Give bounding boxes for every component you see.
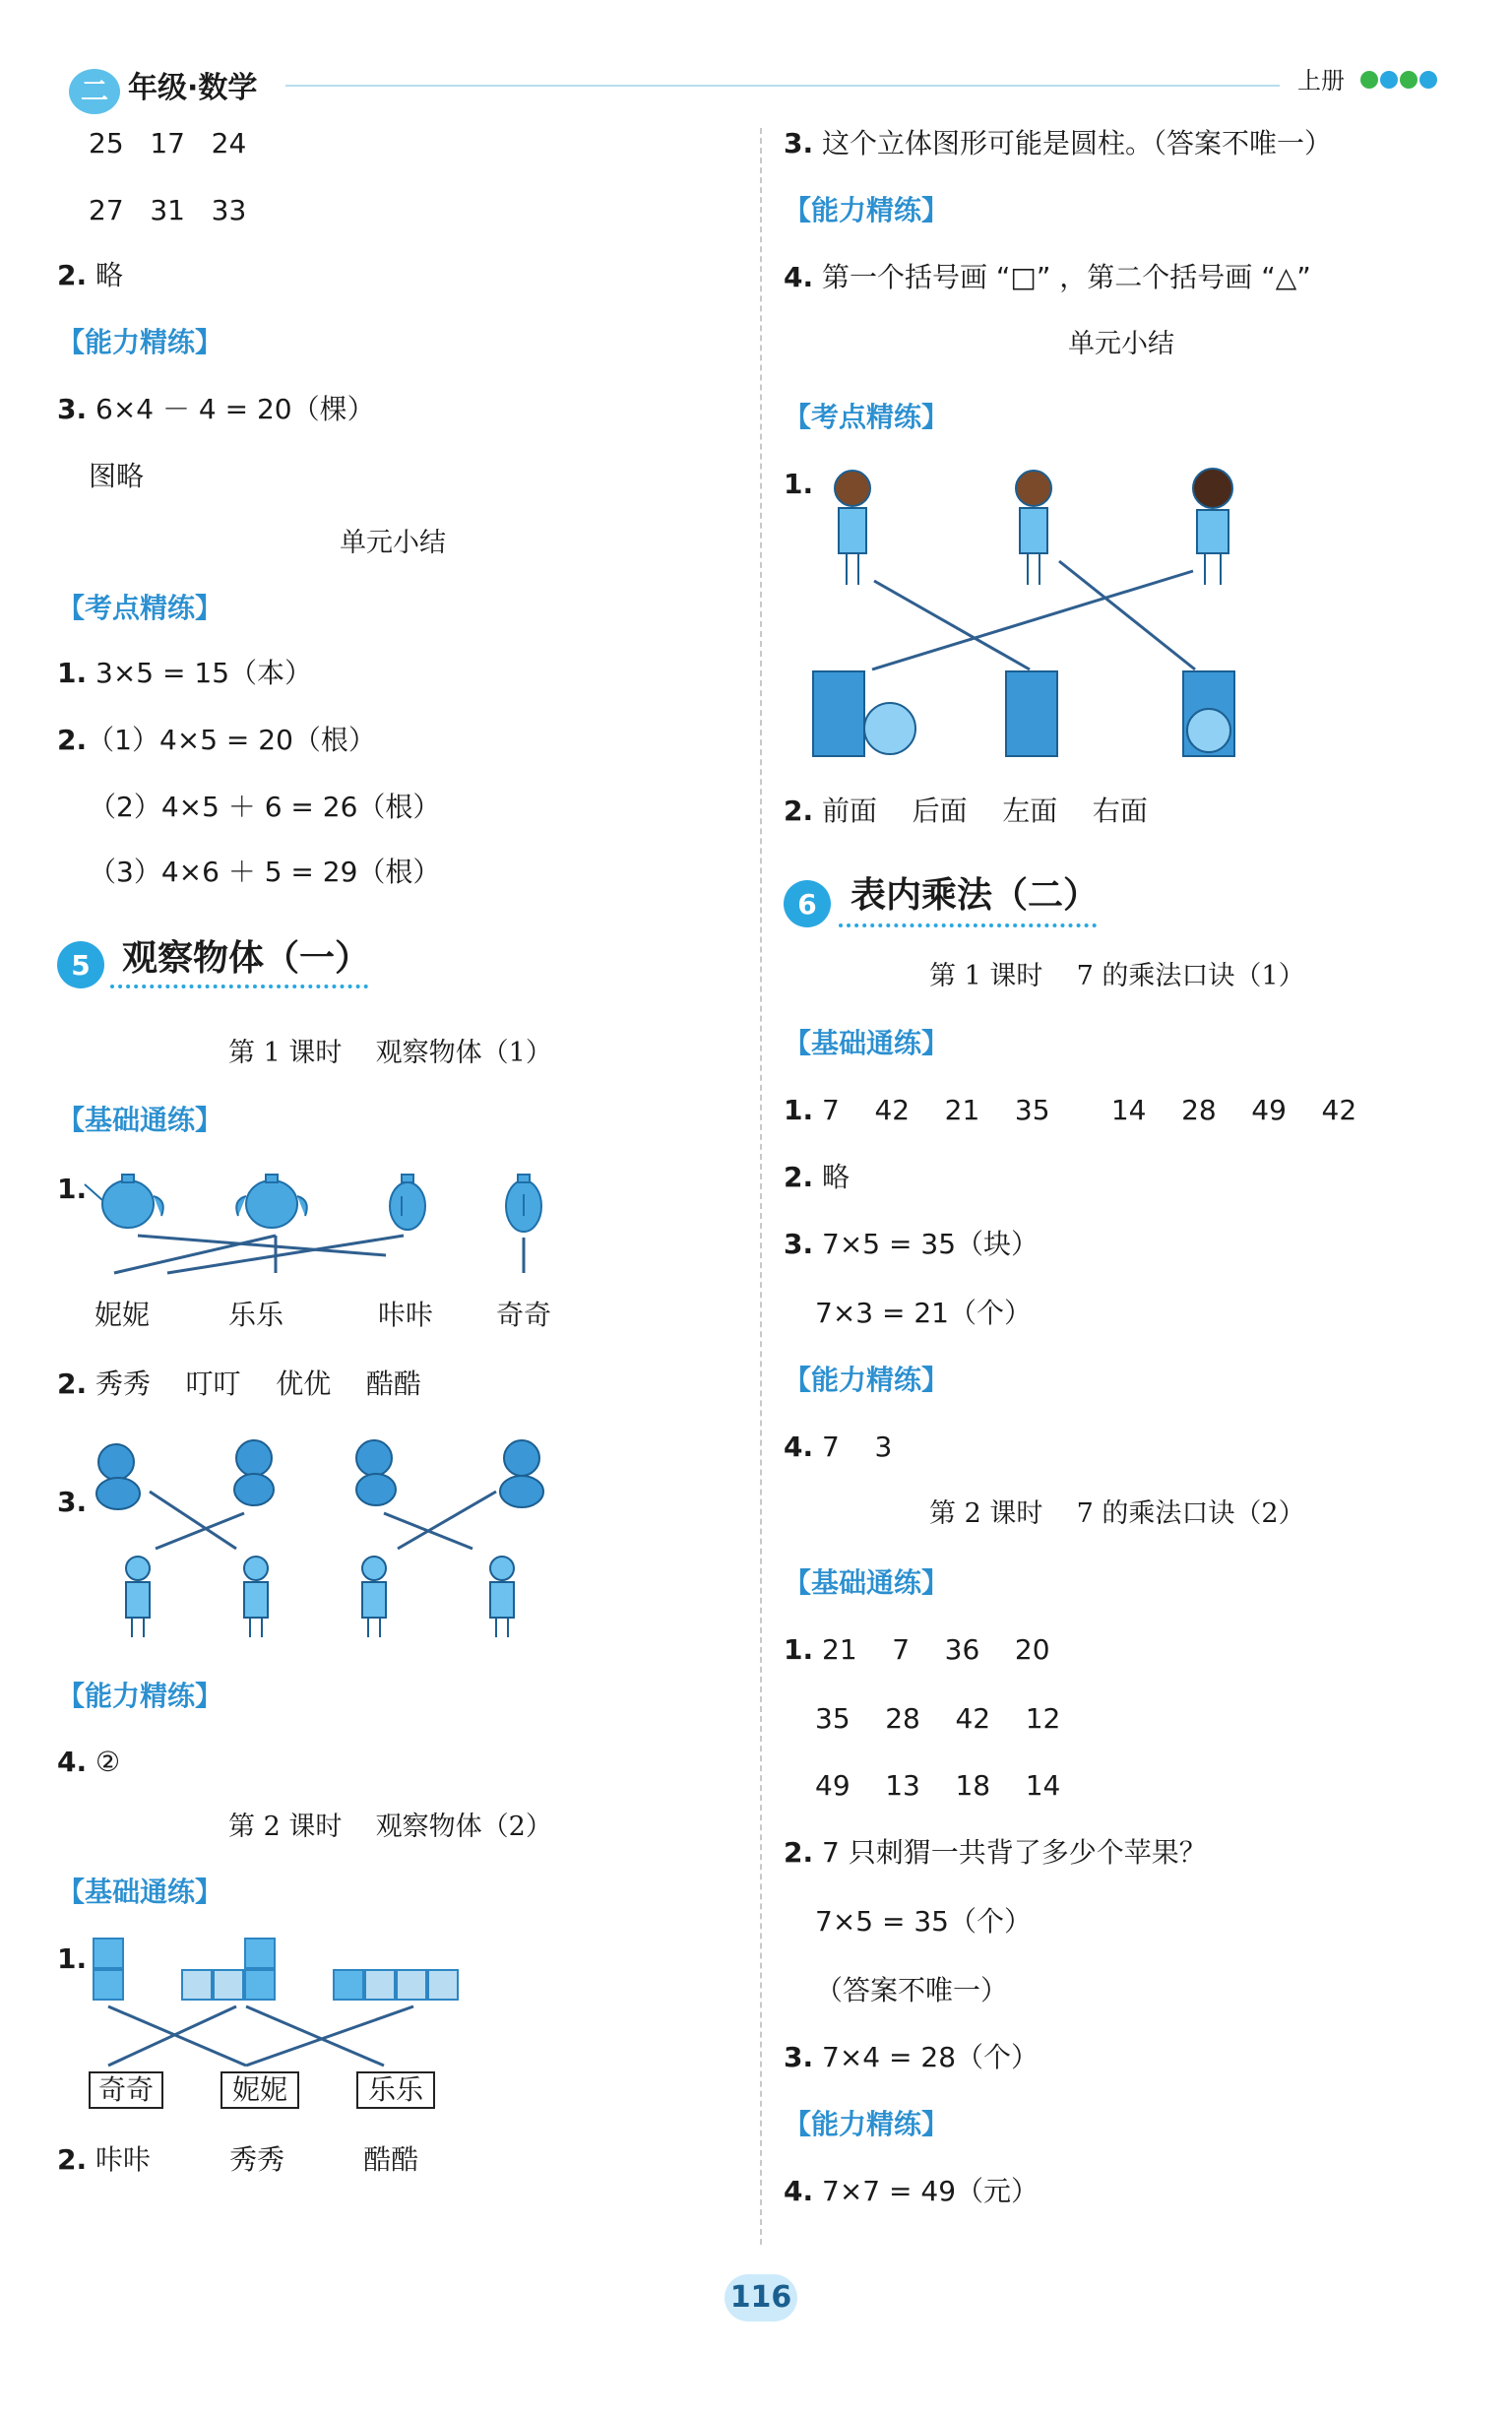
child-icon	[490, 1557, 514, 1637]
answer-item-2: 2. 7 只刺猬一共背了多少个苹果？	[784, 1836, 1207, 1869]
monkey-icon	[96, 1444, 140, 1509]
unit-badge-6: 6	[784, 880, 831, 927]
answer-line: 49 13 18 14	[815, 1769, 1061, 1802]
answer-item-4: 4. ②	[57, 1746, 121, 1778]
answer-item-3: 3. 6×4 － 4 = 20（棵）	[57, 393, 375, 425]
grade-badge	[69, 69, 120, 114]
section-heading: 【能力精练】	[57, 1680, 223, 1712]
child-icon	[244, 1557, 268, 1637]
cube	[181, 1969, 213, 2001]
cube	[396, 1969, 427, 2001]
section-heading: 【能力精练】	[784, 1364, 950, 1396]
answer-line: （答案不唯一）	[815, 1974, 1009, 2006]
section-heading: 【能力精练】	[784, 194, 950, 226]
answer-item-2: 2. 咔咔 秀秀 酷酷	[57, 2143, 419, 2176]
cube	[93, 1969, 124, 2001]
volume-label: 上册	[1297, 67, 1345, 95]
matching-lines	[872, 561, 1195, 669]
subsection-title: 单元小结	[340, 528, 446, 558]
answer-item-2: 2. 略	[784, 1161, 850, 1193]
answer-item-3: 3. 7×4 = 28（个）	[784, 2041, 1040, 2073]
cube	[364, 1969, 396, 2001]
answer-item-3: 3. 7×5 = 35（块）	[784, 1228, 1040, 1260]
question-number: 1.	[57, 1173, 88, 1205]
monkey-icon	[234, 1440, 274, 1505]
unit-title: 观察物体（一）	[122, 938, 371, 979]
teapot-icon	[85, 1175, 163, 1228]
question-number: 1.	[57, 1942, 88, 1975]
cube	[427, 1969, 459, 2001]
answer-line: （3）4×6 ＋ 5 = 29（根）	[89, 856, 441, 888]
matching-lines	[150, 1492, 496, 1549]
answer-line: 7×5 = 35（个）	[815, 1905, 1032, 1938]
answer-item-4: 4. 7×7 = 49（元）	[784, 2175, 1040, 2207]
name-label: 奇奇	[496, 1299, 552, 1331]
grade-char: 二	[80, 75, 108, 107]
view-shape	[813, 671, 915, 756]
section-heading: 【基础通练】	[784, 1566, 950, 1599]
monkey-icon	[356, 1440, 396, 1505]
unit-title: 表内乘法（二）	[850, 875, 1100, 916]
header-title: 年级·数学	[128, 71, 258, 105]
answer-item-1: 1. 3×5 = 15（本）	[57, 657, 313, 689]
view-shape	[1006, 671, 1057, 756]
cube	[244, 1938, 276, 1969]
section-heading: 【能力精练】	[57, 326, 223, 358]
matching-lines	[114, 1236, 524, 1273]
lesson-title: 第 1 课时 7 的乘法口诀（1）	[929, 961, 1305, 991]
answer-item-2: 2.（1）4×5 = 20（根）	[57, 724, 376, 756]
header-rule	[285, 85, 1280, 87]
view-shape	[1183, 671, 1234, 756]
answer-line: 图略	[89, 460, 145, 492]
answer-line: 7×3 = 21（个）	[815, 1297, 1032, 1329]
lesson-title: 第 2 课时 观察物体（2）	[228, 1812, 552, 1842]
name-label: 妮妮	[94, 1299, 151, 1331]
section-heading: 【基础通练】	[57, 1104, 223, 1136]
lesson-title: 第 1 课时 观察物体（1）	[228, 1038, 552, 1068]
answer-item-4: 4. 第一个括号画 “□” ，第二个括号画 “△”	[784, 261, 1311, 293]
section-heading: 【基础通练】	[784, 1027, 950, 1059]
answer-item-2: 2. 秀秀 叮叮 优优 酷酷	[57, 1368, 421, 1400]
subsection-title: 单元小结	[1068, 329, 1174, 359]
page-number: 116	[729, 2280, 792, 2315]
monkey-matching-figure	[89, 1432, 561, 1649]
page-number-badge	[724, 2274, 797, 2322]
teapot-icon	[236, 1175, 307, 1228]
answer-item-1: 1. 21 7 36 20	[784, 1633, 1050, 1666]
name-box-label: 妮妮	[220, 2071, 299, 2109]
cube	[213, 1969, 244, 2001]
answer-item-1: 1. 7 42 21 35 14 28 49 42	[784, 1094, 1357, 1126]
cube	[93, 1938, 124, 1969]
question-number: 1.	[784, 468, 814, 500]
header-decor-dots	[1360, 71, 1437, 93]
monkey-icon	[500, 1440, 543, 1507]
answer-line: （2）4×5 ＋ 6 = 26（根）	[89, 791, 441, 823]
answer-line: 27 31 33	[89, 194, 247, 226]
answer-item-2: 2. 略	[57, 259, 124, 291]
cube	[244, 1969, 276, 2001]
girl-icon	[1016, 471, 1051, 585]
column-divider	[760, 128, 762, 2245]
unit-title-underline	[839, 923, 1097, 927]
name-box-label: 乐乐	[356, 2071, 435, 2109]
lesson-title: 第 2 课时 7 的乘法口诀（2）	[929, 1498, 1305, 1529]
teapot-icon	[506, 1175, 541, 1232]
answer-line: 25 17 24	[89, 127, 247, 159]
section-heading: 【考点精练】	[784, 401, 950, 433]
answer-item-4: 4. 7 3	[784, 1431, 893, 1463]
matching-lines	[89, 2003, 502, 2071]
unit-title-underline	[110, 985, 368, 988]
name-box-label: 奇奇	[89, 2071, 163, 2109]
teapot-icon	[390, 1175, 425, 1230]
child-icon	[126, 1557, 150, 1637]
view-matching-figure	[807, 463, 1260, 758]
section-heading: 【考点精练】	[57, 592, 223, 624]
cube	[333, 1969, 364, 2001]
name-label: 乐乐	[228, 1299, 284, 1331]
boy-icon	[1193, 469, 1232, 585]
section-heading: 【基础通练】	[57, 1876, 223, 1908]
name-label: 咔咔	[378, 1299, 434, 1331]
question-number: 3.	[57, 1486, 88, 1518]
section-heading: 【能力精练】	[784, 2108, 950, 2140]
unit-badge-5: 5	[57, 941, 104, 988]
girl-icon	[835, 471, 870, 585]
answer-item-2: 2. 前面 后面 左面 右面	[784, 795, 1148, 827]
answer-line: 35 28 42 12	[815, 1702, 1061, 1735]
child-icon	[362, 1557, 386, 1637]
answer-item-3: 3. 这个立体图形可能是圆柱。（答案不唯一）	[784, 127, 1333, 159]
